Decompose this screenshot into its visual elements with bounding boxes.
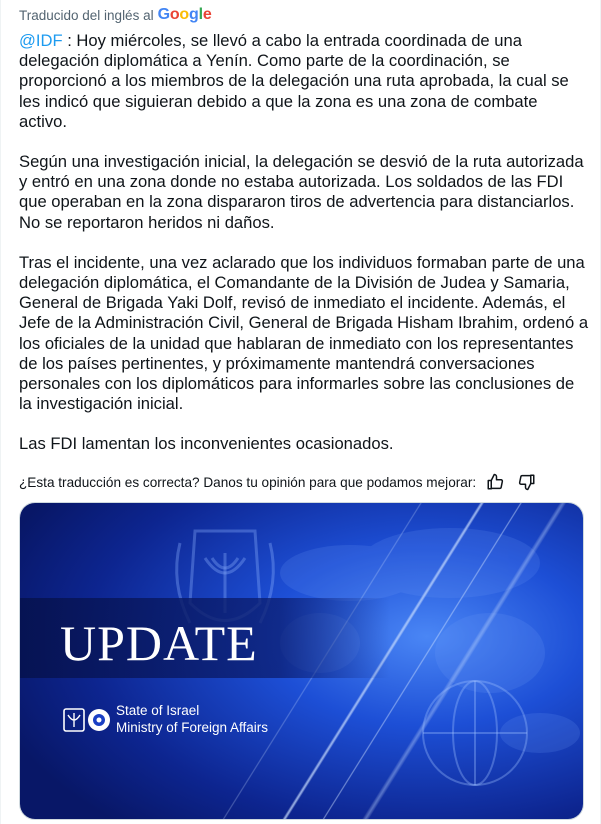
translation-attribution-text: Traducido del inglés al	[19, 7, 154, 23]
org-name-line-2: Ministry of Foreign Affairs	[116, 720, 269, 735]
google-logo[interactable]: Google	[157, 6, 212, 23]
org-name-line-1: State of Israel	[116, 703, 200, 718]
translation-feedback	[19, 473, 584, 491]
tweet-text	[19, 31, 589, 475]
update-headline: UPDATE	[60, 615, 258, 671]
mention-link[interactable]: @IDF	[19, 31, 63, 50]
update-image[interactable]	[19, 502, 584, 820]
tweet-paragraph-3: Tras el incidente, una vez aclarado que los individuos formaban parte de una delegación diplomática, el Comandante de la División de Judea y Samaria, General de Brigada Yaki Dolf, revisó de inmediato el incidente. Además, el Jefe de la Administración Civil, General de Brigada Hisham Ibrahim, ordenó a los oficiales de la unidad que hablaran de inmediato con los representantes de los países pertinentes, y próximamente mantendrá conversaciones personales con los diplomáticos para informarles sobre las conclusiones de la investigación inicial.	[19, 252, 589, 414]
tweet-paragraph-4: Las FDI lamentan los inconvenientes ocasionados.	[19, 434, 394, 454]
update-graphic	[20, 503, 584, 820]
thumbs-up-icon[interactable]	[486, 473, 504, 491]
globe-emblem	[423, 681, 527, 785]
feedback-question: ¿Esta traducción es correcta? Danos tu opinión para que podamos mejorar:	[19, 474, 477, 490]
tweet-paragraph-1-text: : Hoy miércoles, se llevó a cabo la entrada coordinada de una delegación diplomática a Yenín. Como parte de la coordinación, se proporcionó a los miembros de la delegación una ruta aprobada, la cual se les indicó que siguieran debido a que la zona es una zona de combate activo.	[19, 31, 569, 131]
mfa-logo-icon	[88, 709, 110, 731]
tweet-paragraph-2: Según una investigación inicial, la delegación se desvió de la ruta autorizada y entró en una zona donde no estaba autorizada. Los soldados de las FDI que operaban en la zona dispararon tiros de advertencia para distanciarlos. No se reportaron heridos ni daños.	[19, 152, 584, 232]
translation-attribution	[19, 6, 212, 24]
thumbs-down-icon[interactable]	[518, 473, 536, 491]
tweet-paragraph-1	[19, 31, 589, 132]
